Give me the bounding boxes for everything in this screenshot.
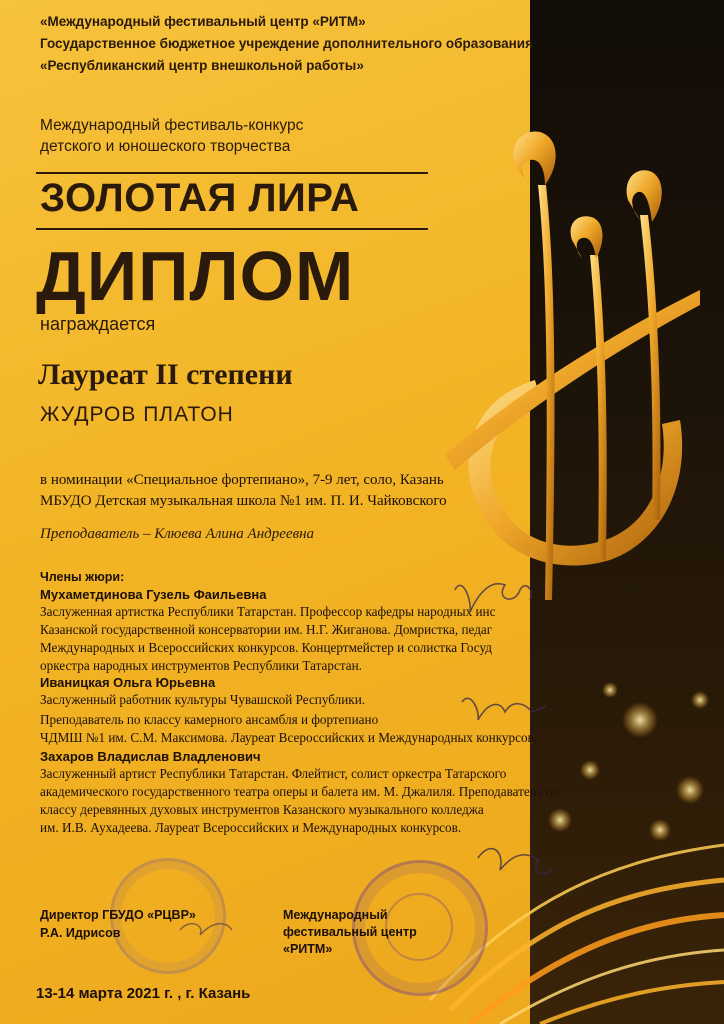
center-line-1: Международный [283,908,388,922]
jury-member-bio-line: Казанской государственной консерватории им. Н.Г. Жиганова. Домристка, педаг [40,622,493,637]
director-name: Р.А. Идрисов [40,926,121,940]
jury-member-bio-line: оркестра народных инструментов Республики Татарстан. [40,658,362,673]
jury-member-bio-line: академического государственного театра оперы и балета им. М. Джалиля. Преподаватель по [40,784,560,799]
nomination-line-2: МБУДО Детская музыкальная школа №1 им. П. И. Чайковского [40,493,447,509]
festival-name: ЗОЛОТАЯ ЛИРА [40,176,360,220]
jury-member-bio-line: классу деревянных духовых инструментов Казанского музыкального колледжа [40,802,484,817]
jury-member-name: Иваницкая Ольга Юрьевна [40,675,216,690]
jury-member-name: Захаров Владислав Владленович [40,749,261,764]
teacher-line: Преподаватель – Клюева Алина Андреевна [40,526,315,542]
jury-member-bio-line: ЧДМШ №1 им. С.М. Максимова. Лауреат Всероссийских и Международных конкурсов. [40,730,538,745]
award-rank: Лауреат II степени [38,358,293,391]
jury-heading: Члены жюри: [40,570,125,584]
festival-description-1: Международный фестиваль-конкурс [40,117,304,134]
jury-member-bio-line: Заслуженный работник культуры Чувашской Республики. [40,692,366,707]
festival-description-2: детского и юношеского творчества [40,138,291,155]
jury-member-bio-line: Заслуженная артистка Республики Татарстан. Профессор кафедры народных инс [40,604,496,619]
jury-member-bio-line: Преподаватель по классу камерного ансамбля и фортепиано [40,712,379,727]
jury-member-bio-line: Международных и Всероссийских конкурсов. Концертмейстер и солистка Госуд [40,640,492,655]
director-title: Директор ГБУДО «РЦВР» [40,908,196,922]
center-line-2: фестивальный центр [283,925,417,939]
recipient-name: ЖУДРОВ ПЛАТОН [40,403,234,426]
organizer-line-3: «Республиканский центр внешкольной работы» [40,58,364,73]
nomination-line-1: в номинации «Специальное фортепиано», 7-9 лет, соло, Казань [40,472,444,488]
jury-member-name: Мухаметдинова Гузель Фаильевна [40,587,267,602]
diploma-title: ДИПЛОМ [36,237,355,315]
organizer-line-2: Государственное бюджетное учреждение дополнительного образования [40,36,533,51]
jury-member-bio-line: им. И.В. Аухадеева. Лауреат Всероссийских и Международных конкурсов. [40,820,462,835]
jury-member-bio-line: Заслуженный артист Республики Татарстан. Флейтист, солист оркестра Татарского [40,766,507,781]
organizer-line-1: «Международный фестивальный центр «РИТМ» [40,14,366,29]
awarded-label: награждается [40,314,156,334]
event-date: 13-14 марта 2021 г. , г. Казань [36,985,251,1002]
center-line-3: «РИТМ» [283,942,333,956]
